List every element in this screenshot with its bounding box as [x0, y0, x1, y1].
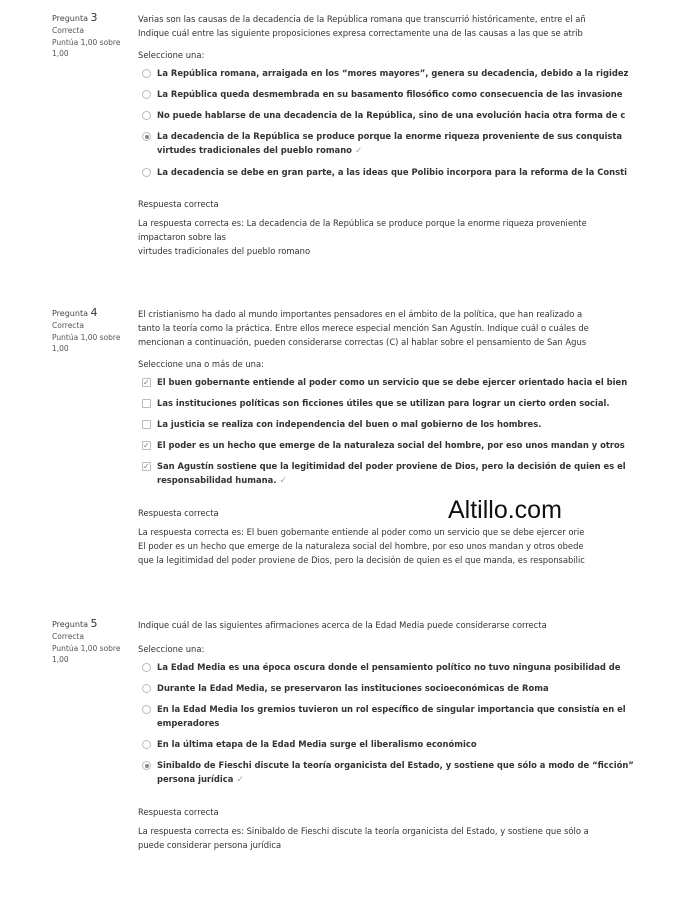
select-label: Seleccione una:	[138, 50, 205, 60]
answer-option-selected[interactable]: La decadencia de la República se produce porque la enorme riqueza proveniente de sus conquista virtudes tradicionales del pueblo romano ✓	[138, 129, 635, 158]
question-number: Pregunta 5	[52, 617, 98, 630]
question-info	[52, 12, 132, 60]
checkbox-checked[interactable]	[142, 462, 151, 471]
question-content	[138, 618, 635, 852]
question-prompt: Indique cuál de las siguientes afirmaciones acerca de la Edad Media puede considerarse correcta	[138, 620, 547, 630]
radio-button[interactable]	[142, 111, 151, 120]
checkbox[interactable]	[142, 420, 151, 429]
feedback-title: Respuesta correcta	[138, 807, 219, 817]
question-state: Correcta	[52, 632, 84, 641]
answer-option[interactable]: La República queda desmembrada en su basamento filosófico como consecuencia de las invasione	[138, 87, 635, 101]
question-content	[138, 12, 635, 258]
answer-option-selected[interactable]: ✓ El poder es un hecho que emerge de la naturaleza social del hombre, por eso unos mandan y otros	[138, 438, 635, 452]
correct-check-icon: ✓	[354, 146, 363, 156]
answer-option-selected[interactable]: Sinibaldo de Fieschi discute la teoría organicista del Estado, y sostiene que sólo a modo de “ficción” persona jurídica ✓	[138, 758, 635, 787]
radio-button[interactable]	[142, 684, 151, 693]
question-state: Correcta	[52, 321, 84, 330]
correct-check-icon: ✓	[279, 476, 287, 486]
radio-button[interactable]	[142, 90, 151, 99]
radio-button-selected[interactable]	[142, 132, 151, 141]
radio-button[interactable]	[142, 168, 151, 177]
checkbox-checked[interactable]	[142, 378, 151, 387]
feedback-title: Respuesta correcta	[138, 199, 219, 209]
feedback-text: La respuesta correcta es: La decadencia de la República se produce porque la enorme riqueza proveniente impactaron sobre las virtudes tradicionales del pueblo romano	[138, 218, 587, 256]
question-number: Pregunta 3	[52, 11, 98, 24]
feedback-title: Respuesta correcta	[138, 508, 219, 518]
radio-button[interactable]	[142, 705, 151, 714]
radio-button[interactable]	[142, 69, 151, 78]
feedback-text: La respuesta correcta es: Sinibaldo de Fieschi discute la teoría organicista del Estado, y sostiene que sólo a puede considerar persona jurídica	[138, 826, 589, 850]
question-grade: Puntúa 1,00 sobre 1,00	[52, 333, 121, 353]
correct-check-icon: ✓	[236, 775, 244, 785]
watermark: Altillo.com	[448, 496, 562, 524]
question-prompt: Varias son las causas de la decadencia de la República romana que transcurrió históricamente, entre el añ Indique cuál entre las siguiente proposiciones expresa correctamente una de las causas a las que se atrib	[138, 14, 586, 38]
select-label: Seleccione una:	[138, 644, 205, 654]
question-info	[52, 307, 132, 355]
answer-option[interactable]: La justicia se realiza con independencia del buen o mal gobierno de los hombres.	[138, 417, 635, 431]
answer-option[interactable]: En la Edad Media los gremios tuvieron un rol específico de singular importancia que consistía en el emperadores	[138, 702, 635, 730]
answer-option-selected[interactable]: ✓ San Agustín sostiene que la legitimidad del poder proviene de Dios, pero la decisión de quien es el responsabilidad humana. ✓	[138, 459, 635, 488]
select-label: Seleccione una o más de una:	[138, 359, 264, 369]
checkbox[interactable]	[142, 399, 151, 408]
question-content	[138, 307, 635, 567]
answer-option[interactable]: En la última etapa de la Edad Media surge el liberalismo económico	[138, 737, 635, 751]
radio-button-selected[interactable]	[142, 761, 151, 770]
radio-button[interactable]	[142, 740, 151, 749]
answer-option[interactable]: No puede hablarse de una decadencia de la República, sino de una evolución hacia otra forma de c	[138, 108, 635, 122]
answer-option[interactable]: Las instituciones políticas son ficciones útiles que se utilizan para lograr un cierto orden social.	[138, 396, 635, 410]
question-grade: Puntúa 1,00 sobre 1,00	[52, 38, 121, 58]
answer-option[interactable]: La Edad Media es una época oscura donde el pensamiento político no tuvo ninguna posibilidad de	[138, 660, 635, 674]
answer-option-selected[interactable]: ✓ El buen gobernante entiende al poder como un servicio que se debe ejercer orientado hacia el bien	[138, 375, 635, 389]
answer-option[interactable]: La República romana, arraigada en los “mores mayores”, genera su decadencia, debido a la rigidez	[138, 66, 635, 80]
question-number: Pregunta 4	[52, 306, 98, 319]
answer-option[interactable]: Durante la Edad Media, se preservaron las instituciones socioeconómicas de Roma	[138, 681, 635, 695]
feedback-text: La respuesta correcta es: El buen gobernante entiende al poder como un servicio que se debe ejercer orie El poder es un hecho que emerge de la naturaleza social del hombre, por eso unos mandan y otros obede que la legitimidad del poder proviene de Dios, pero la decisión de quien es el que manda, es responsabilic	[138, 527, 585, 565]
radio-button[interactable]	[142, 663, 151, 672]
question-grade: Puntúa 1,00 sobre 1,00	[52, 644, 121, 664]
checkbox-checked[interactable]	[142, 441, 151, 450]
answer-option[interactable]: La decadencia se debe en gran parte, a las ideas que Polibio incorpora para la reforma de la Consti	[138, 165, 635, 179]
question-info	[52, 618, 132, 666]
question-state: Correcta	[52, 26, 84, 35]
question-prompt: El cristianismo ha dado al mundo importantes pensadores en el ámbito de la política, que han realizado a tanto la teoría como la práctica. Entre ellos merece especial mención San Agustín. Indique cuál o cuáles de mencionan a continuación, pueden considerarse correctas (C) al hablar sobre el pensamiento de San Agus	[138, 309, 589, 347]
